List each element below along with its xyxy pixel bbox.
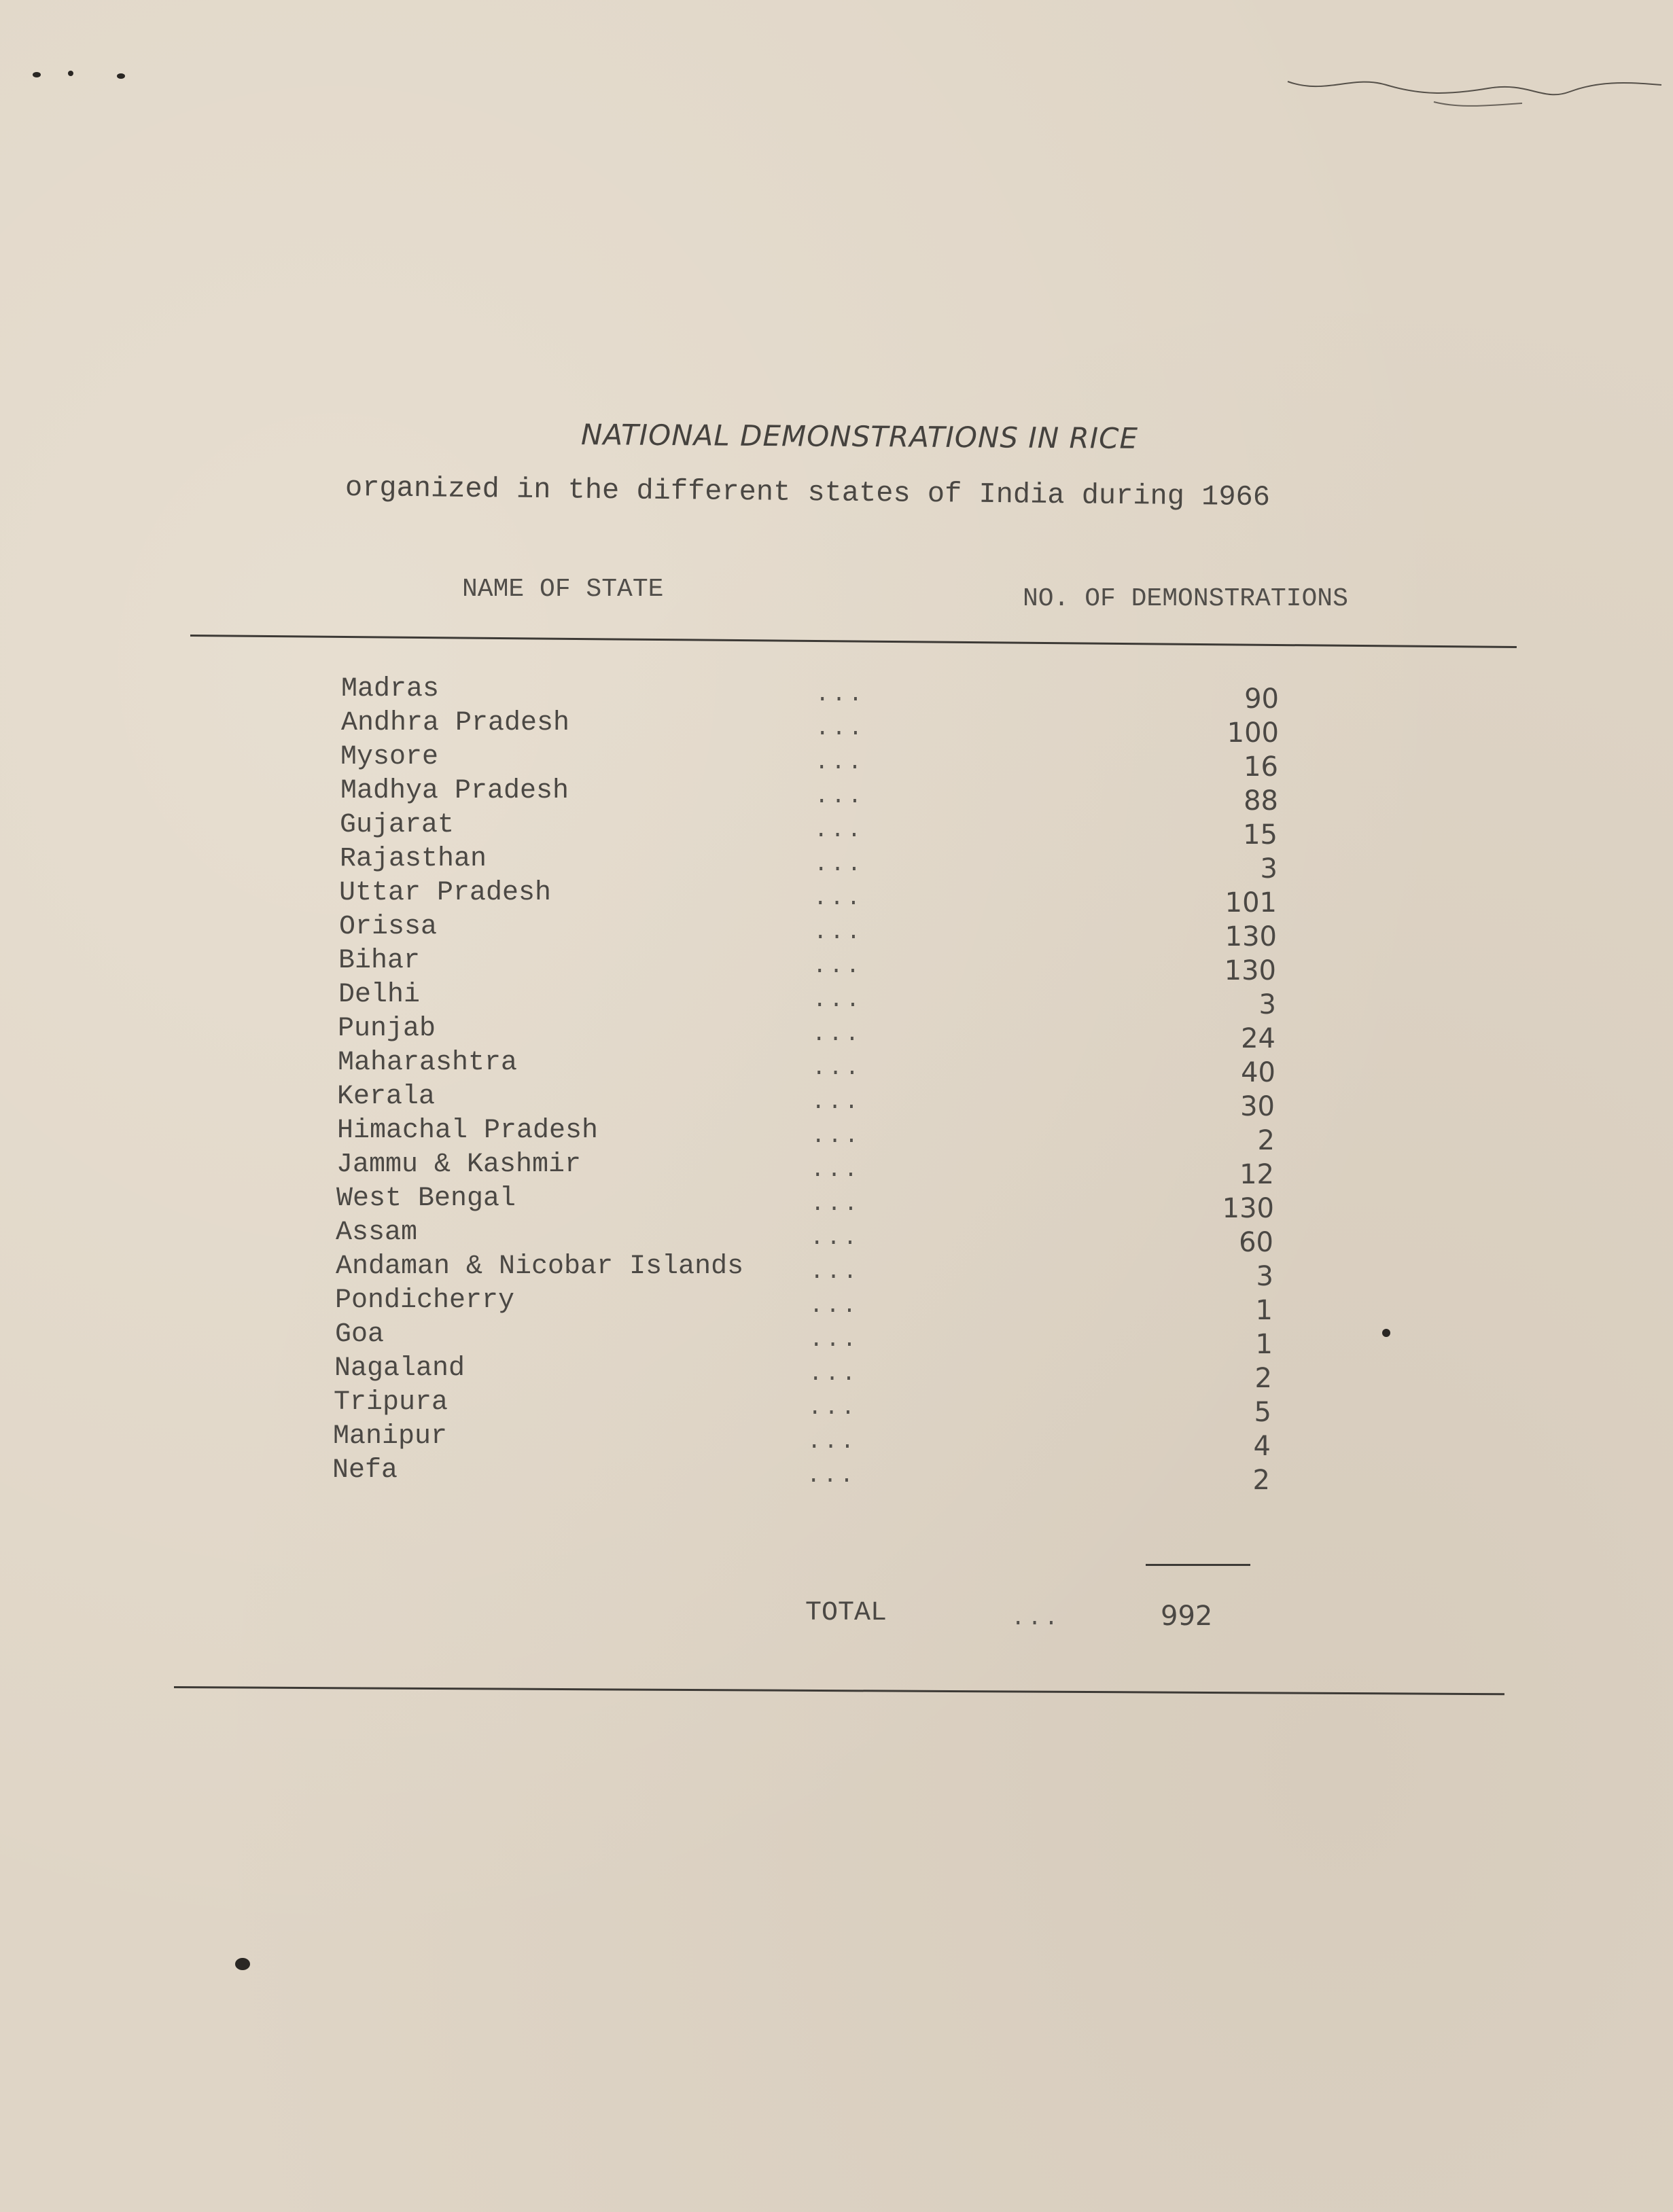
total-label: TOTAL [805, 1598, 887, 1628]
state-name: West Bengal [336, 1183, 516, 1214]
state-name: Himachal Pradesh [337, 1116, 599, 1146]
state-name: Orissa [339, 912, 438, 942]
leader-dots: ... [814, 818, 864, 844]
demonstration-count: 130 [1222, 1193, 1274, 1224]
state-name: Nagaland [334, 1353, 465, 1384]
leader-dots: ... [809, 1361, 859, 1387]
leader-dots: ... [809, 1294, 860, 1319]
table-row [340, 742, 1292, 783]
demonstration-count: 88 [1244, 785, 1278, 817]
table-row [341, 708, 1292, 749]
demonstration-count: 16 [1244, 751, 1278, 783]
table-row [334, 1353, 1286, 1394]
demonstration-count: 60 [1239, 1227, 1273, 1258]
table-row [340, 776, 1292, 817]
demonstration-count: 15 [1243, 819, 1278, 851]
leader-dots: ... [813, 920, 864, 946]
leader-dots: ... [807, 1429, 858, 1455]
leader-dots: ... [815, 750, 865, 776]
demonstration-count: 90 [1244, 683, 1279, 715]
state-name: Uttar Pradesh [339, 878, 552, 908]
demonstration-count: 40 [1241, 1057, 1275, 1088]
state-name: Kerala [337, 1082, 436, 1112]
leader-dots: ... [814, 852, 864, 878]
table-row [335, 1319, 1286, 1360]
demonstration-count: 12 [1239, 1159, 1274, 1190]
state-name: Delhi [338, 980, 421, 1010]
table-row [338, 1014, 1289, 1054]
table-row [336, 1217, 1287, 1258]
state-name: Goa [335, 1319, 385, 1350]
state-name: Rajasthan [340, 844, 487, 874]
leader-dots: ... [813, 954, 863, 980]
leader-dots: ... [815, 716, 866, 742]
state-name: Bihar [338, 946, 421, 976]
demonstration-count: 101 [1225, 887, 1277, 918]
demonstration-count: 1 [1255, 1295, 1273, 1326]
total-value: 992 [1161, 1601, 1213, 1632]
table-row [337, 1082, 1288, 1122]
leader-dots: ... [815, 784, 865, 810]
table-row [339, 912, 1290, 952]
state-name: Nefa [332, 1455, 398, 1486]
state-name: Pondicherry [335, 1285, 515, 1316]
demonstration-count: 3 [1258, 989, 1276, 1020]
state-name: Maharashtra [338, 1048, 518, 1078]
state-name: Madhya Pradesh [340, 776, 569, 806]
leader-dots: ... [809, 1327, 860, 1353]
leader-dots: ... [812, 1022, 862, 1048]
state-name: Manipur [333, 1421, 448, 1452]
demonstration-count: 5 [1254, 1397, 1271, 1428]
demonstration-count: 4 [1253, 1431, 1271, 1462]
state-name: Assam [336, 1217, 418, 1248]
leader-dots: ... [815, 682, 866, 708]
state-name: Punjab [338, 1014, 436, 1044]
page-title: NATIONAL DEMONSTRATIONS IN RICE [580, 418, 1139, 455]
state-name: Andhra Pradesh [341, 708, 570, 738]
page-subtitle: organized in the different states of India during 1966 [345, 471, 1271, 514]
leader-dots: ... [807, 1463, 857, 1489]
table-row [337, 1116, 1288, 1156]
table-row [334, 1387, 1285, 1428]
table-row [338, 980, 1290, 1020]
table-row [339, 878, 1290, 918]
leader-dots: ... [811, 1124, 862, 1149]
table-row [336, 1183, 1288, 1224]
demonstration-count: 100 [1227, 717, 1279, 749]
demonstration-count: 3 [1260, 853, 1278, 885]
leader-dots: ... [813, 988, 863, 1014]
leader-dots: ... [810, 1226, 860, 1251]
table-row [335, 1285, 1286, 1326]
state-name: Gujarat [340, 810, 455, 840]
state-name: Mysore [340, 742, 439, 772]
demonstration-count: 130 [1225, 921, 1277, 952]
table-row [338, 1048, 1289, 1088]
total-leader-dots: ... [1011, 1606, 1061, 1632]
leader-dots: ... [811, 1158, 861, 1183]
table-row [341, 674, 1292, 715]
state-name: Jammu & Kashmir [336, 1149, 582, 1180]
state-name: Andaman & Nicobar Islands [336, 1251, 744, 1282]
demonstration-count: 2 [1252, 1465, 1270, 1496]
leader-dots: ... [810, 1260, 860, 1285]
table-row [336, 1251, 1287, 1292]
column-header-demonstrations: NO. OF DEMONSTRATIONS [1023, 584, 1348, 613]
leader-dots: ... [811, 1090, 862, 1116]
demonstration-count: 3 [1256, 1261, 1273, 1292]
sum-underline [1146, 1564, 1250, 1566]
leader-dots: ... [808, 1395, 858, 1421]
leader-dots: ... [813, 886, 864, 912]
leader-dots: ... [811, 1192, 861, 1217]
table-row [332, 1455, 1284, 1496]
table-row [340, 844, 1291, 885]
state-name: Tripura [334, 1387, 448, 1418]
demonstration-count: 130 [1224, 955, 1276, 986]
column-header-state: NAME OF STATE [462, 575, 664, 604]
demonstration-count: 30 [1240, 1091, 1275, 1122]
demonstration-count: 2 [1254, 1363, 1272, 1394]
demonstration-count: 2 [1257, 1125, 1275, 1156]
table-row [340, 810, 1291, 851]
table-row [338, 946, 1290, 986]
table-row [333, 1421, 1284, 1462]
demonstration-count: 1 [1255, 1329, 1273, 1360]
leader-dots: ... [812, 1056, 862, 1082]
demonstration-count: 24 [1241, 1023, 1275, 1054]
table-row [336, 1149, 1288, 1190]
state-name: Madras [341, 674, 440, 704]
